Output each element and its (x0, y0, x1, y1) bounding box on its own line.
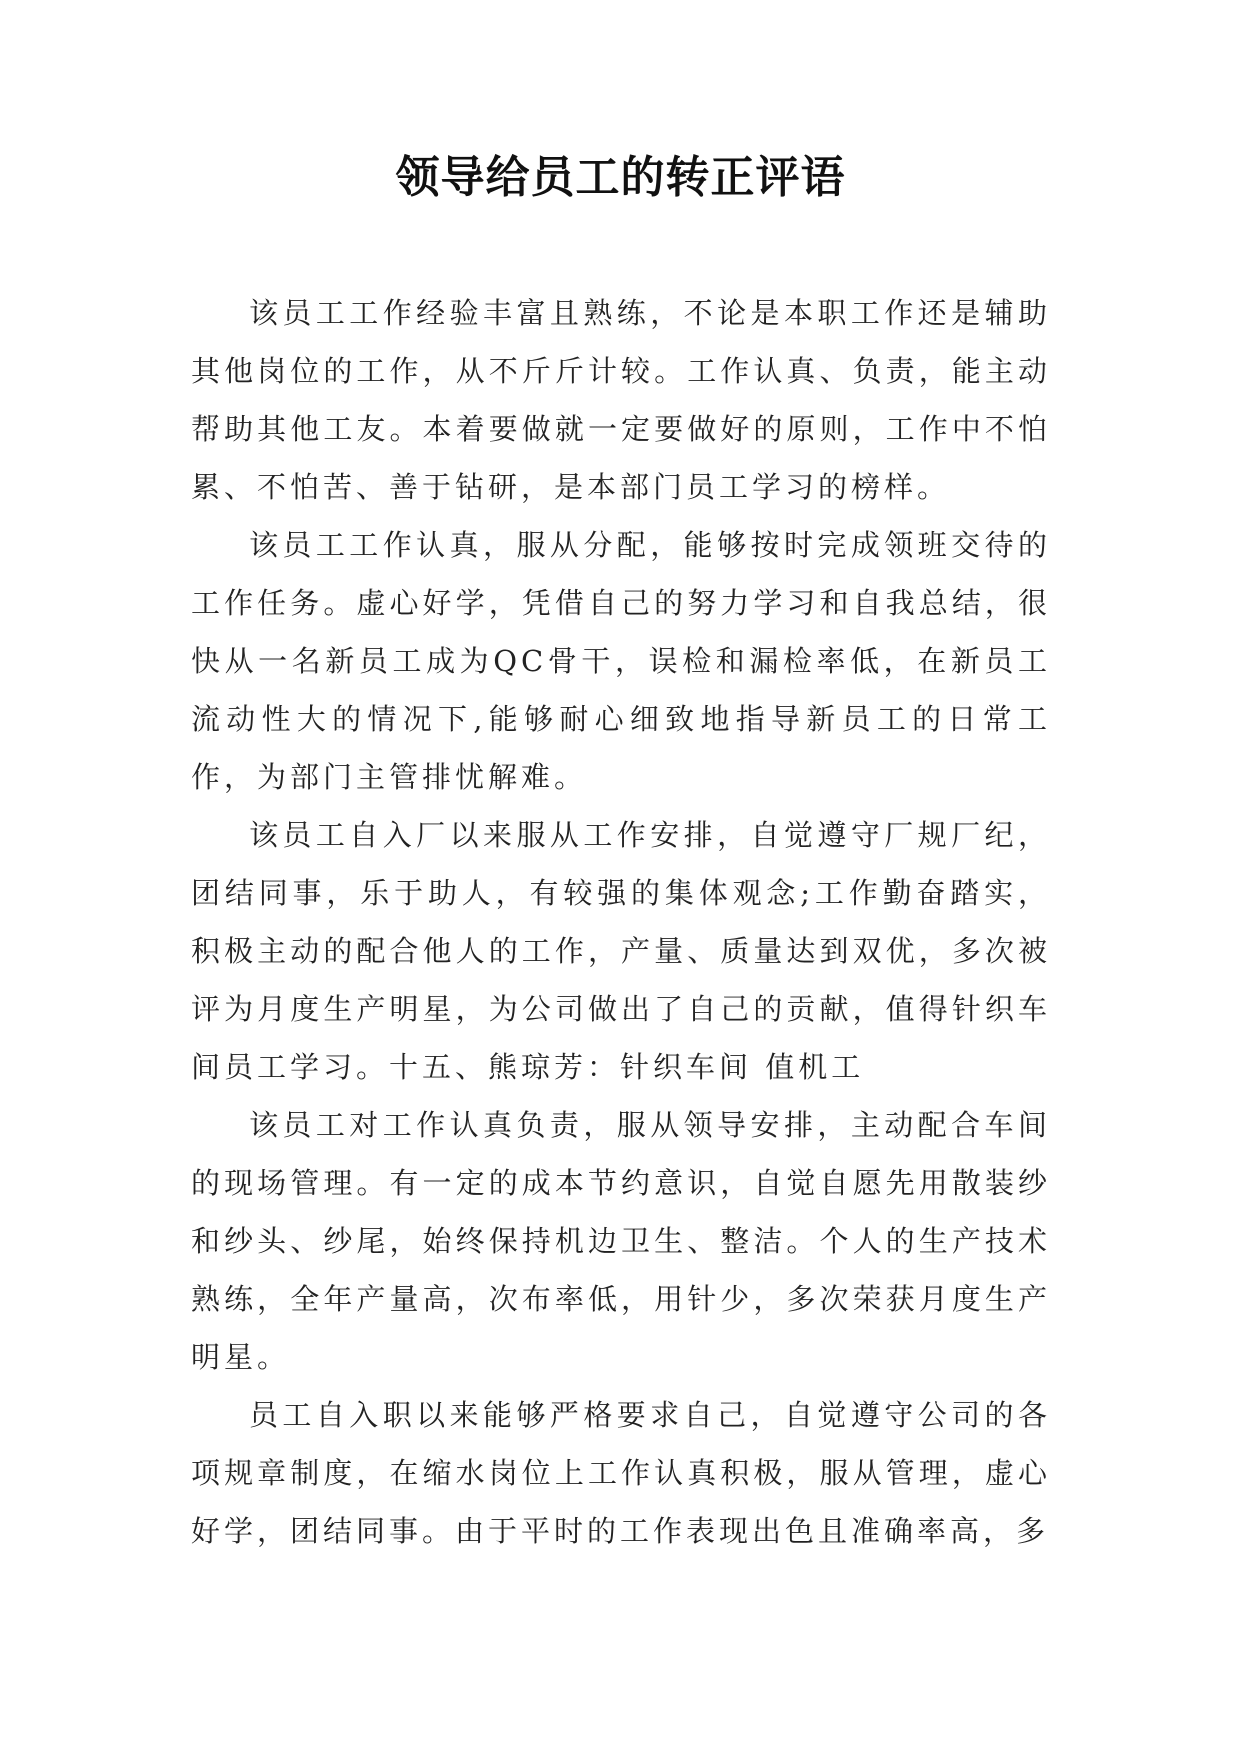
document-body (191, 284, 1051, 1560)
paragraph: 该员工工作认真，服从分配，能够按时完成领班交待的工作任务。虚心好学，凭借自己的努力学习和自我总结，很快从一名新员工成为QC骨干，误检和漏检率低，在新员工流动性大的情况下,能够耐心细致地指导新员工的日常工作，为部门主管排忧解难。 (191, 528, 1051, 794)
paragraph: 员工自入职以来能够严格要求自己，自觉遵守公司的各项规章制度，在缩水岗位上工作认真积极，服从管理，虚心好学，团结同事。由于平时的工作表现出色且准确率高，多 (191, 1398, 1051, 1548)
paragraph: 该员工工作经验丰富且熟练，不论是本职工作还是辅助其他岗位的工作，从不斤斤计较。工作认真、负责，能主动帮助其他工友。本着要做就一定要做好的原则，工作中不怕累、不怕苦、善于钻研，是本部门员工学习的榜样。 (191, 296, 1051, 504)
paragraph: 该员工对工作认真负责，服从领导安排，主动配合车间的现场管理。有一定的成本节约意识，自觉自愿先用散装纱和纱头、纱尾，始终保持机边卫生、整洁。个人的生产技术熟练，全年产量高，次布率低，用针少，多次荣获月度生产明星。 (191, 1108, 1051, 1374)
paragraph: 该员工自入厂以来服从工作安排，自觉遵守厂规厂纪，团结同事，乐于助人，有较强的集体观念;工作勤奋踏实，积极主动的配合他人的工作，产量、质量达到双优，多次被评为月度生产明星，为公司做出了自己的贡献，值得针织车间员工学习。十五、熊琼芳：针织车间 值机工 (191, 818, 1051, 1084)
document-title: 领导给员工的转正评语 (395, 152, 846, 203)
